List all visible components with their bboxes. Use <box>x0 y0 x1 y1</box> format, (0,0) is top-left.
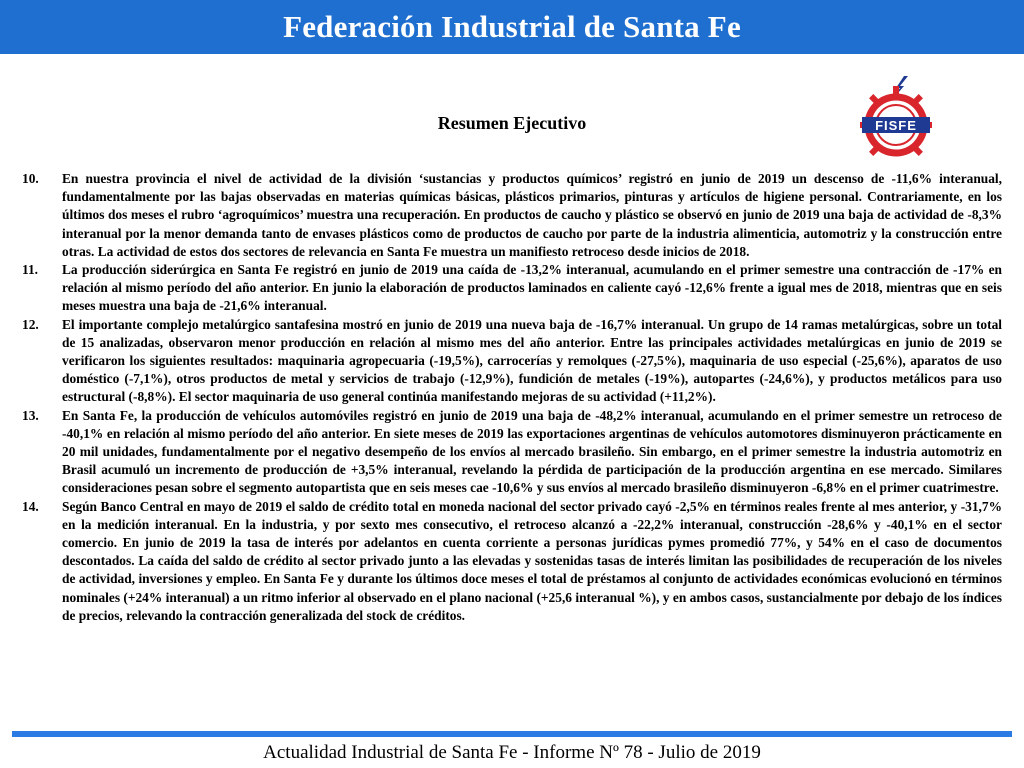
item-text: La producción siderúrgica en Santa Fe registró en junio de 2019 una caída de -13,2% interanual, acumulando en el primer semestre una contracción de -17% en relación al mismo período del año anterior. En junio la elaboración de productos laminados en caliente cayó -12,6% frente a igual mes de 2018, mientras que en seis meses muestra una baja de -21,6% interanual. <box>62 262 1002 314</box>
footer-text: Actualidad Industrial de Santa Fe - Informe Nº 78 - Julio de 2019 <box>263 742 761 763</box>
item-text: Según Banco Central en mayo de 2019 el saldo de crédito total en moneda nacional del sector privado cayó -2,5% en términos reales frente al mes anterior, y -31,7% en la medición interanual. En la industria, y por sexto mes consecutivo, el retroceso alcanzó a -22,2% interanual, construcción -28,6% y -40,1% en el sector comercio. En junio de 2019 la tasa de interés por adelantos en cuenta corriente a personas jurídicas pymes promedió 77%, y 54% en el caso de documentos descontados. La caída del saldo de crédito al sector privado junto a las elevadas y sostenidas tasas de interés limitan las posibilidades de recuperación de los niveles de actividad, inversiones y empleo. En Santa Fe y durante los últimos doce meses el total de préstamos al conjunto de actividades económicas evolucionó en términos nominales (+24% interanual) a un ritmo inferior al observado en el plano nacional (+25,6 interanual %), y en ambos casos, sustancialmente por debajo de los índices de precios, relevando la contracción generalizada del stock de créditos. <box>62 498 1002 623</box>
fisfe-gear-logo-icon <box>860 74 932 164</box>
item-text: El importante complejo metalúrgico santafesina mostró en junio de 2019 una nueva baja de -16,7% interanual. Un grupo de 14 ramas metalúrgicas, sobre un total de 15 analizadas, observaron menor producción en relación al mismo mes del año anterior. Entre las principales actividades metalúrgicas en junio de 2019 se verificaron los siguientes resultados: maquinaria agropecuaria (-19,5%), carrocerías y remolques (-27,5%), maquinaria de uso especial (-25,6%), aparatos de uso doméstico (-7,1%), otros productos de metal y servicios de trabajo (-12,9%), fundición de metales (-19%), autopartes (-24,6%), y productos metálicos para uso estructural (-8,8%). El sector maquinaria de uso general continúa manifestando mejoras de su actividad (+11,2%). <box>62 316 1002 405</box>
header-bar <box>0 0 1024 54</box>
list-item <box>22 498 1002 625</box>
item-number: 14. <box>22 498 39 514</box>
footer-divider <box>12 731 1012 737</box>
fisfe-logo <box>860 74 932 164</box>
summary-list <box>22 170 1002 625</box>
item-number: 12. <box>22 316 39 332</box>
list-item <box>22 407 1002 498</box>
item-number: 13. <box>22 407 39 423</box>
item-number: 11. <box>22 262 38 278</box>
logo-text: FISFE <box>875 118 917 133</box>
list-item <box>22 316 1002 407</box>
section-title: Resumen Ejecutivo <box>437 113 587 133</box>
item-text: En nuestra provincia el nivel de actividad de la división ‘sustancias y productos químicos’ registró en junio de 2019 un descenso de -11,6% interanual, fundamentalmente por las bajas observadas en materias químicas básicas, plásticos primarios, pinturas y artículos de higiene personal. Contrariamente, en los últimos dos meses el rubro ‘agroquímicos’ muestra una recuperación. En productos de caucho y plástico se observó en junio de 2019 una baja de actividad de -8,3% interanual por la menor demanda tanto de envases plásticos como de productos de caucho por parte de la industria alimenticia, automotriz y la construcción entre otras. La actividad de estos dos sectores de relevancia en Santa Fe muestra un manifiesto retroceso desde inicios de 2018. <box>62 171 1002 259</box>
page-title: Federación Industrial de Santa Fe <box>283 9 741 44</box>
item-text: En Santa Fe, la producción de vehículos automóviles registró en junio de 2019 una baja de -48,2% interanual, acumulando en el primer semestre un retroceso de -40,1% en relación al mismo período del año anterior. En siete meses de 2019 las exportaciones argentinas de vehículos automotores disminuyeron prácticamente en 20 mil unidades, fundamentalmente por el negativo desempeño de los envíos al mercado brasileño. Sin embargo, en el primer semestre la industria automotriz en Brasil acumuló un incremento de producción de +3,5% interanual, revelando la pérdida de participación de la producción argentina en ese mercado. Similares consideraciones pesan sobre el segmento autopartista que en seis meses cae -10,6% y sus envíos al mercado brasileño disminuyeron -6,8% en el primer cuatrimestre. <box>62 407 1002 496</box>
list-item <box>22 261 1002 316</box>
list-item <box>22 170 1002 261</box>
item-number: 10. <box>22 171 39 186</box>
